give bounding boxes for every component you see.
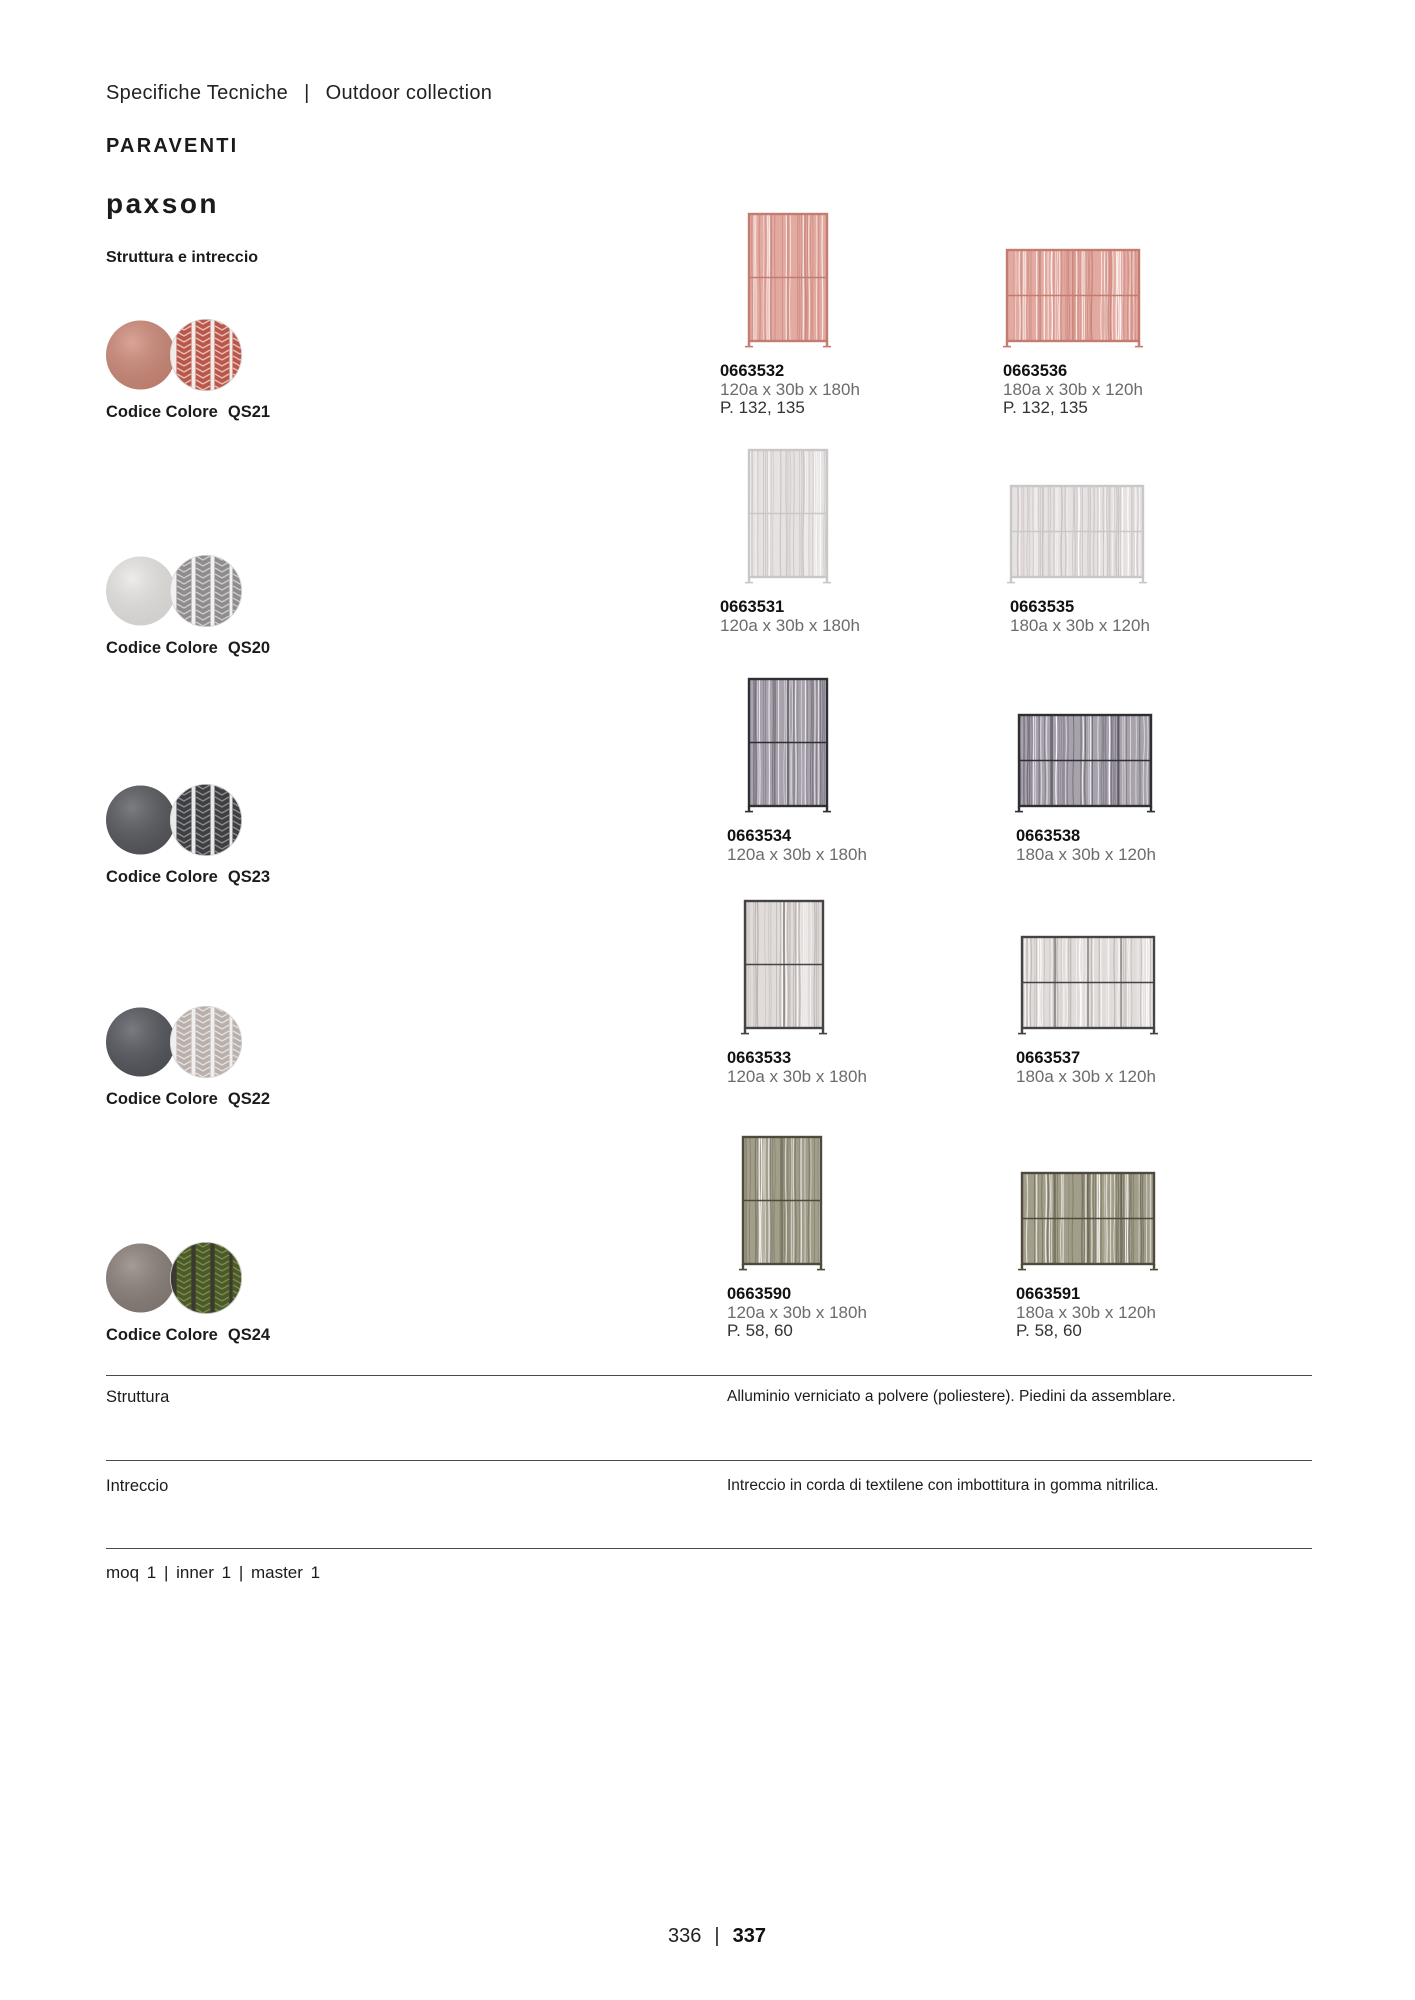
- section-title: Specifiche Tecniche: [106, 82, 289, 104]
- cord-braid-highlight: [233, 851, 247, 855]
- cord-braid-highlight: [233, 791, 247, 795]
- color-code: QS21: [227, 403, 271, 421]
- product-code: 0663535: [1010, 598, 1075, 616]
- color-code-label: [106, 1326, 270, 1344]
- cord-sample: [168, 783, 248, 857]
- frame-color-disc-sheen: [106, 557, 175, 626]
- cord-braid-highlight: [233, 1303, 247, 1307]
- cord-braid-highlight: [233, 1249, 247, 1253]
- color-swatch: [106, 554, 248, 628]
- product-card: [727, 890, 867, 1086]
- cord-sample: [168, 1005, 248, 1079]
- cord-strand: [233, 318, 248, 392]
- cord-braid-highlight: [233, 1013, 247, 1017]
- cord-braid-highlight: [233, 1073, 247, 1077]
- product-image-area: [1003, 203, 1143, 348]
- spec-label-struttura: Struttura: [106, 1388, 170, 1406]
- product-dimensions: 180a x 30b x 120h: [1016, 1066, 1156, 1086]
- color-code-label: [106, 639, 270, 657]
- cord-braid-highlight: [233, 320, 247, 324]
- screen-panel-image: [1016, 935, 1160, 1035]
- product-code: 0663533: [727, 1049, 792, 1067]
- color-code-label: [106, 403, 270, 421]
- screen-panel-image: [1005, 484, 1149, 584]
- frame-color-disc-sheen: [106, 786, 175, 855]
- cord-braid-highlight: [233, 1007, 247, 1011]
- product-dimensions: 180a x 30b x 120h: [1003, 379, 1143, 399]
- page-number-separator: |: [714, 1925, 720, 1947]
- product-code: 0663534: [727, 827, 792, 845]
- frame-color-disc-sheen: [106, 321, 175, 390]
- product-card: [727, 668, 867, 864]
- product-dimensions: 120a x 30b x 180h: [727, 1066, 867, 1086]
- product-card: [1016, 668, 1156, 864]
- screen-panel-image: [739, 899, 829, 1035]
- product-page-reference: P. 58, 60: [727, 1321, 793, 1340]
- cord-strand: [233, 554, 248, 628]
- color-code: QS24: [227, 1326, 271, 1344]
- screen-panel-image: [1013, 713, 1157, 813]
- color-swatch: [106, 783, 248, 857]
- product-image-area: [727, 1126, 867, 1271]
- color-code: QS23: [227, 868, 271, 886]
- cord-sample: [168, 1241, 248, 1315]
- product-dimensions: 120a x 30b x 180h: [727, 1302, 867, 1322]
- finish-row-qs21: [0, 203, 1415, 433]
- cord-braid-highlight: [233, 556, 247, 560]
- packaging-info: moq 1 | inner 1 | master 1: [106, 1563, 321, 1582]
- cord-braid-highlight: [233, 1243, 247, 1247]
- table-divider: [106, 1548, 1312, 1549]
- product-dimensions: 120a x 30b x 180h: [720, 379, 860, 399]
- table-divider: [106, 1460, 1312, 1461]
- product-dimensions: 120a x 30b x 180h: [727, 844, 867, 864]
- cord-sample: [168, 554, 248, 628]
- product-card: [720, 203, 860, 418]
- breadcrumb: [106, 82, 492, 104]
- product-code: 0663536: [1003, 362, 1068, 380]
- cord-braid-highlight: [233, 1309, 247, 1313]
- product-card: [1010, 439, 1150, 635]
- product-code: 0663532: [720, 362, 785, 380]
- cord-braid-highlight: [233, 1067, 247, 1071]
- product-code: 0663531: [720, 598, 785, 616]
- cord-strand: [233, 783, 248, 857]
- spec-value-struttura: Alluminio verniciato a polvere (poliestere). Piedini da assemblare.: [727, 1388, 1176, 1405]
- color-swatch: [106, 1005, 248, 1079]
- color-code: QS20: [227, 639, 271, 657]
- product-dimensions: 120a x 30b x 180h: [720, 615, 860, 635]
- color-code: QS22: [227, 1090, 271, 1108]
- product-image-area: [720, 439, 860, 584]
- screen-panel-image: [743, 677, 833, 813]
- screen-panel-image: [1016, 1171, 1160, 1271]
- product-dimensions: 180a x 30b x 120h: [1010, 615, 1150, 635]
- cord-strand: [233, 1005, 248, 1079]
- product-code: 0663590: [727, 1285, 792, 1303]
- product-page-reference: P. 132, 135: [1003, 398, 1088, 417]
- color-code-caption: Codice Colore: [106, 639, 218, 657]
- product-card: [727, 1126, 867, 1341]
- color-swatch: [106, 318, 248, 392]
- category-title: PARAVENTI: [106, 135, 239, 157]
- page-number-right: 337: [732, 1925, 766, 1947]
- screen-panel-image: [737, 1135, 827, 1271]
- page-numbers: [668, 1925, 766, 1947]
- product-dimensions: 180a x 30b x 120h: [1016, 844, 1156, 864]
- product-code: 0663538: [1016, 827, 1081, 845]
- cord-braid-highlight: [233, 380, 247, 384]
- product-image-area: [1016, 668, 1156, 813]
- screen-panel-image: [743, 448, 833, 584]
- cord-braid-highlight: [233, 622, 247, 626]
- product-image-area: [727, 668, 867, 813]
- collection-title: Outdoor collection: [325, 82, 493, 104]
- product-image-area: [1010, 439, 1150, 584]
- product-code: 0663591: [1016, 1285, 1081, 1303]
- product-image-area: [1016, 890, 1156, 1035]
- frame-color-disc-sheen: [106, 1244, 175, 1313]
- cord-braid-highlight: [233, 386, 247, 390]
- table-divider: [106, 1375, 1312, 1376]
- product-image-area: [727, 890, 867, 1035]
- product-page-reference: P. 132, 135: [720, 398, 805, 417]
- cord-braid-highlight: [233, 785, 247, 789]
- color-code-caption: Codice Colore: [106, 1326, 218, 1344]
- product-name: paxson: [106, 188, 220, 219]
- finish-row-qs23: [0, 668, 1415, 898]
- color-code-label: [106, 868, 270, 886]
- product-dimensions: 180a x 30b x 120h: [1016, 1302, 1156, 1322]
- product-card: [1016, 1126, 1156, 1341]
- cord-braid-highlight: [233, 845, 247, 849]
- cord-braid-highlight: [233, 616, 247, 620]
- page-number-left: 336: [668, 1925, 702, 1947]
- color-code-caption: Codice Colore: [106, 1090, 218, 1108]
- spec-value-intreccio: Intreccio in corda di textilene con imbottitura in gomma nitrilica.: [727, 1477, 1159, 1494]
- finish-row-qs22: [0, 890, 1415, 1120]
- product-page-reference: P. 58, 60: [1016, 1321, 1082, 1340]
- spec-label-intreccio: Intreccio: [106, 1477, 169, 1495]
- product-image-area: [1016, 1126, 1156, 1271]
- breadcrumb-separator: |: [304, 82, 310, 104]
- color-swatch: [106, 1241, 248, 1315]
- color-code-label: [106, 1090, 270, 1108]
- color-code-caption: Codice Colore: [106, 868, 218, 886]
- product-card: [720, 439, 860, 635]
- product-card: [1016, 890, 1156, 1086]
- screen-panel-image: [743, 212, 833, 348]
- finish-section-subtitle: Struttura e intreccio: [106, 249, 259, 266]
- screen-panel-image: [1001, 248, 1145, 348]
- cord-braid-highlight: [233, 326, 247, 330]
- finish-row-qs20: [0, 439, 1415, 669]
- product-card: [1003, 203, 1143, 418]
- frame-color-disc-sheen: [106, 1008, 175, 1077]
- cord-braid-highlight: [233, 562, 247, 566]
- color-code-caption: Codice Colore: [106, 403, 218, 421]
- cord-strand: [233, 1241, 248, 1315]
- cord-sample: [168, 318, 248, 392]
- product-code: 0663537: [1016, 1049, 1081, 1067]
- product-image-area: [720, 203, 860, 348]
- finish-row-qs24: [0, 1126, 1415, 1356]
